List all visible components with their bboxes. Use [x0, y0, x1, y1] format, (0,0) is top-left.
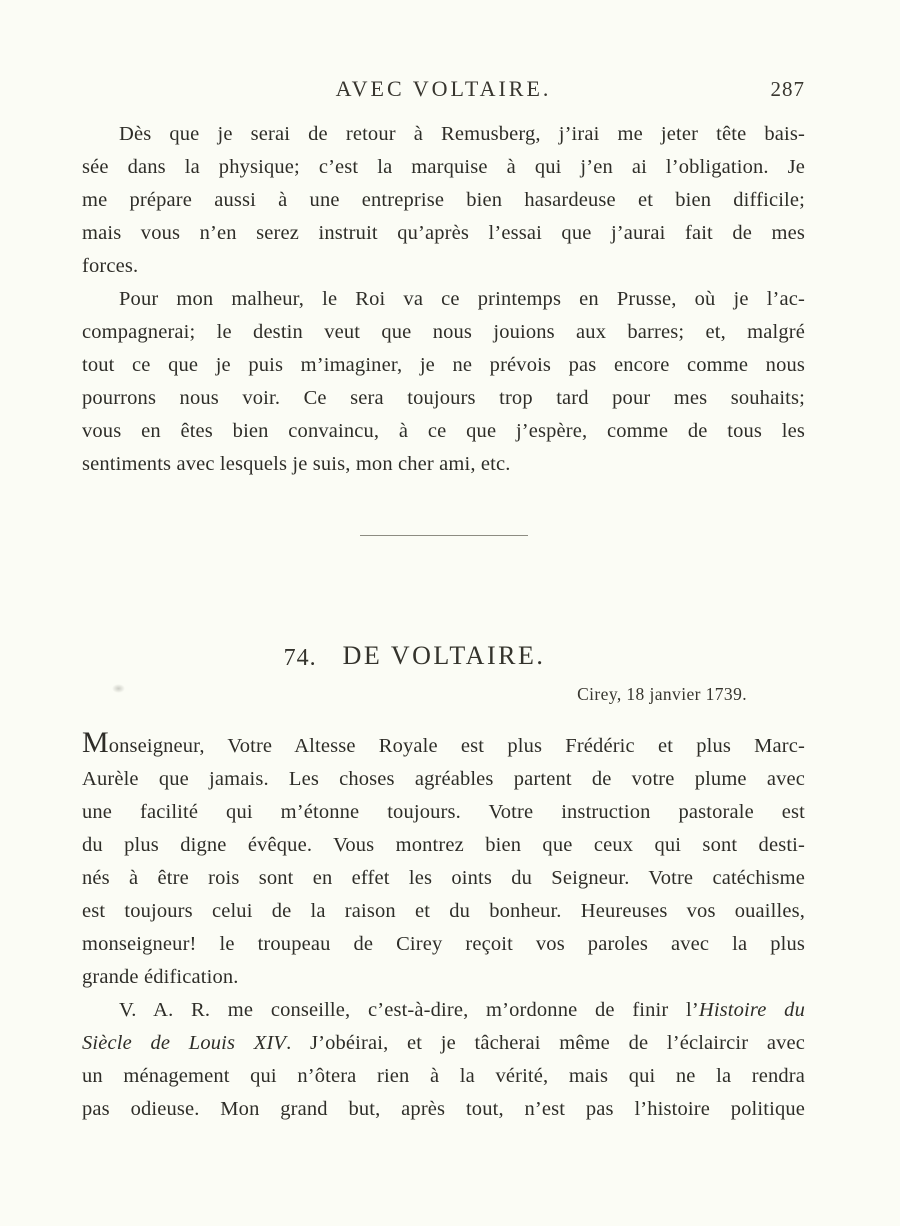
paragraph-var: [82, 994, 805, 1126]
text-line: nés à être rois sont en effet les oints du Seigneur. Votre catéchisme: [82, 867, 805, 889]
text-column: [82, 0, 805, 1126]
letter-heading: [53, 639, 776, 673]
text-line: sée dans la physique; c’est la marquise à qui j’en ai l’obligation. Je: [82, 156, 805, 178]
text-line: grande édification.: [82, 966, 239, 988]
text-segment: V. A. R. me conseille, c’est-à-dire, m’ordonne de finir l’: [119, 999, 699, 1021]
dateline: Cirey, 18 janvier 1739.: [577, 684, 747, 704]
text-line: mais vous n’en serez instruit qu’après l’essai que j’aurai fait de mes: [82, 222, 805, 244]
italic-title-segment: Histoire du: [698, 999, 805, 1021]
text-line: Pour mon malheur, le Roi va ce printemps en Prusse, où je l’ac-: [119, 288, 805, 310]
paragraph-previous-letter-1: [82, 118, 805, 283]
text-line: pas odieuse. Mon grand but, après tout, n’est pas l’histoire politique: [82, 1098, 805, 1120]
text-line: monseigneur! le troupeau de Cirey reçoit vos paroles avec la plus: [82, 933, 805, 955]
paragraph-previous-letter-2: [82, 283, 805, 481]
page-number: 287: [770, 77, 805, 101]
text-line: un ménagement qui n’ôtera rien à la vérité, mais qui ne la rendra: [82, 1065, 805, 1087]
text-line: Dès que je serai de retour à Remusberg, j’irai me jeter tête bais-: [119, 123, 805, 145]
text-line: [82, 726, 805, 763]
page-header: [82, 0, 805, 102]
body-text: [82, 118, 805, 1126]
initial-capital: M: [82, 726, 109, 759]
text-line: compagnerai; le destin veut que nous jouions aux barres; et, malgré: [82, 321, 805, 343]
text-line: [82, 1027, 805, 1060]
text-line: [82, 994, 805, 1027]
scan-smudge: [112, 684, 125, 693]
running-title: AVEC VOLTAIRE.: [335, 76, 552, 101]
text-line: vous en êtes bien convaincu, à ce que j’espère, comme de tous les: [82, 420, 805, 442]
text-line: me prépare aussi à une entreprise bien hasardeuse et bien difficile;: [82, 189, 805, 211]
text-segment: . J’obéirai, et je tâcherai même de l’éclaircir avec: [286, 1032, 805, 1054]
italic-title-segment: Siècle de Louis XIV: [82, 1032, 287, 1054]
text-line: une facilité qui m’étonne toujours. Votre instruction pastorale est: [82, 801, 805, 823]
section-divider: [360, 535, 528, 536]
text-line: est toujours celui de la raison et du bonheur. Heureuses vos ouailles,: [82, 900, 805, 922]
text-line: pourrons nous voir. Ce sera toujours trop tard pour mes souhaits;: [82, 387, 805, 409]
text-line: Aurèle que jamais. Les choses agréables partent de votre plume avec: [82, 768, 805, 790]
letter-number: 74.: [283, 645, 317, 671]
text-segment: onseigneur, Votre Altesse Royale est plus Frédéric et plus Marc-: [108, 735, 805, 757]
text-line: sentiments avec lesquels je suis, mon cher ami, etc.: [82, 453, 511, 475]
text-line: forces.: [82, 255, 139, 277]
text-line: du plus digne évêque. Vous montrez bien que ceux qui sont desti-: [82, 834, 805, 856]
paragraph-monseigneur: [82, 726, 805, 994]
text-line: tout ce que je puis m’imaginer, je ne prévois pas encore comme nous: [82, 354, 805, 376]
letter-title: DE VOLTAIRE.: [342, 641, 546, 670]
